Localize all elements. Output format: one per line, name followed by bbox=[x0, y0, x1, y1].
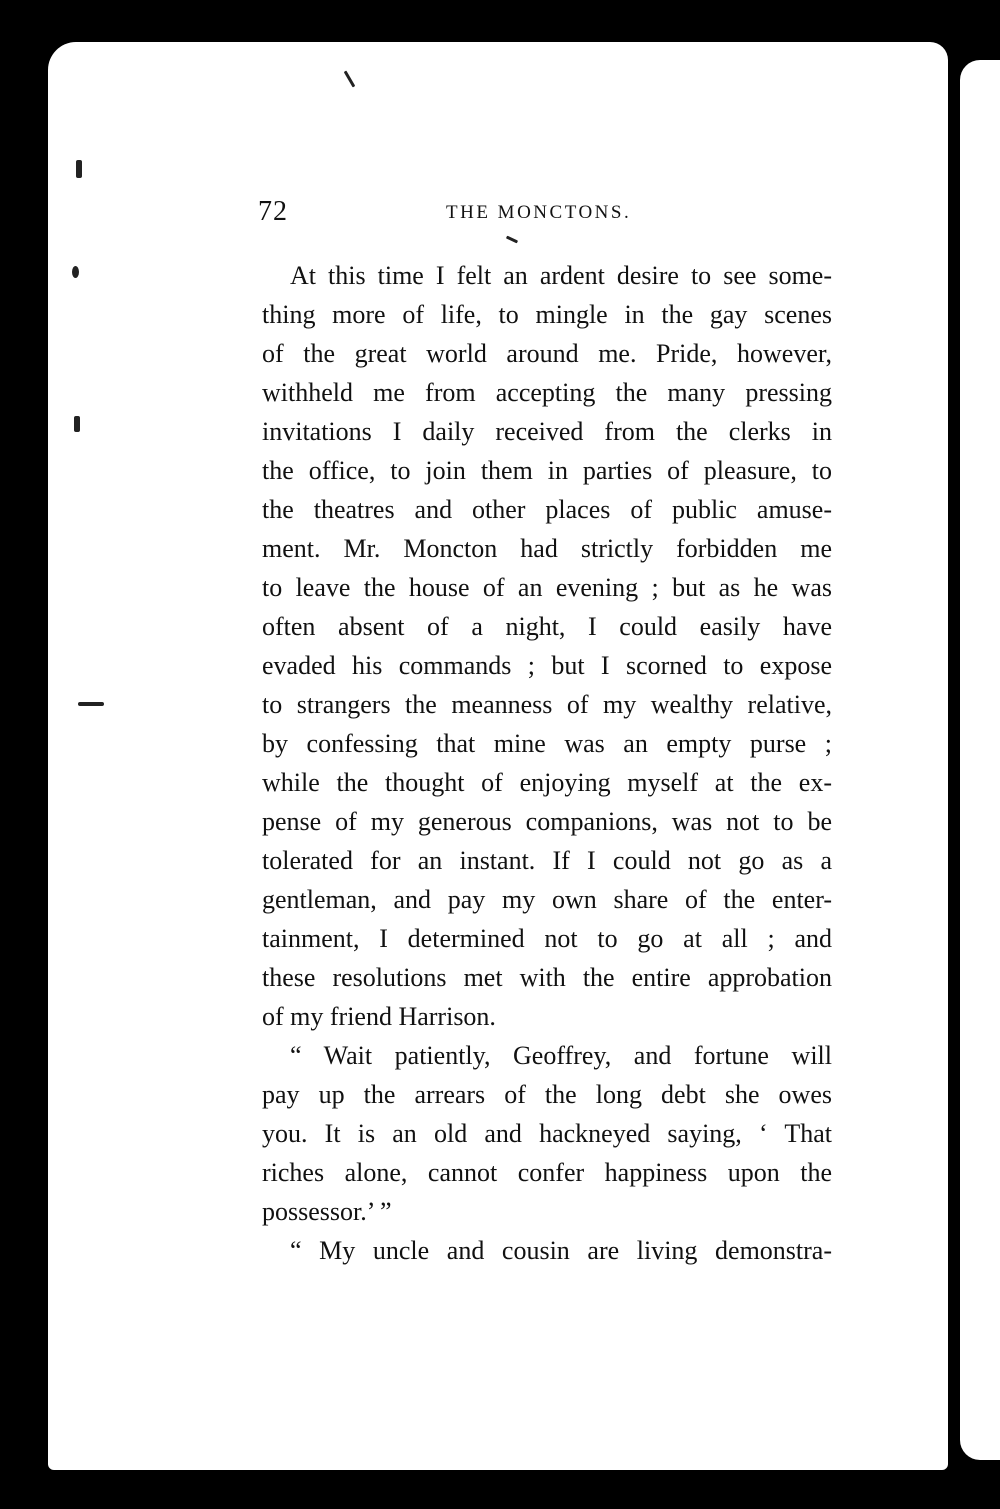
text-line: ment. Mr. Moncton had strictly forbidden me bbox=[262, 534, 832, 563]
text-line: riches alone, cannot confer happiness upon the bbox=[262, 1158, 832, 1187]
scan-speck bbox=[76, 160, 82, 178]
running-head bbox=[258, 196, 830, 236]
text-line: of the great world around me. Pride, however, bbox=[262, 339, 832, 368]
text-line: of my friend Harrison. bbox=[262, 1002, 496, 1031]
text-line: pay up the arrears of the long debt she owes bbox=[262, 1080, 832, 1109]
text-line: gentleman, and pay my own share of the enter- bbox=[262, 885, 832, 914]
text-line: the theatres and other places of public amuse- bbox=[262, 495, 832, 524]
text-line: while the thought of enjoying myself at the ex- bbox=[262, 768, 832, 797]
text-line: often absent of a night, I could easily have bbox=[262, 612, 832, 641]
text-line: pense of my generous companions, was not to be bbox=[262, 807, 832, 836]
scan-speck bbox=[72, 266, 79, 278]
text-line: by confessing that mine was an empty purse ; bbox=[262, 729, 832, 758]
text-line: “ My uncle and cousin are living demonstra- bbox=[290, 1236, 832, 1265]
scan-speck bbox=[74, 416, 80, 432]
text-line: tainment, I determined not to go at all ; and bbox=[262, 924, 832, 953]
text-line: “ Wait patiently, Geoffrey, and fortune will bbox=[290, 1041, 832, 1070]
text-line: these resolutions met with the entire approbation bbox=[262, 963, 832, 992]
text-line: possessor.’ ” bbox=[262, 1197, 392, 1226]
text-line: to strangers the meanness of my wealthy relative, bbox=[262, 690, 832, 719]
body-text bbox=[262, 256, 832, 1270]
text-line: you. It is an old and hackneyed saying, ‘ That bbox=[262, 1119, 832, 1148]
book-title: THE MONCTONS. bbox=[446, 202, 632, 223]
text-line: tolerated for an instant. If I could not go as a bbox=[262, 846, 832, 875]
text-line: At this time I felt an ardent desire to see some- bbox=[290, 261, 832, 290]
text-line: evaded his commands ; but I scorned to expose bbox=[262, 651, 832, 680]
page-number: 72 bbox=[258, 196, 288, 227]
text-line: invitations I daily received from the clerks in bbox=[262, 417, 832, 446]
text-line: thing more of life, to mingle in the gay scenes bbox=[262, 300, 832, 329]
text-line: withheld me from accepting the many pressing bbox=[262, 378, 832, 407]
text-line: the office, to join them in parties of pleasure, to bbox=[262, 456, 832, 485]
facing-page-edge bbox=[960, 60, 1000, 1460]
text-line: to leave the house of an evening ; but as he was bbox=[262, 573, 832, 602]
scan-speck bbox=[78, 702, 104, 706]
